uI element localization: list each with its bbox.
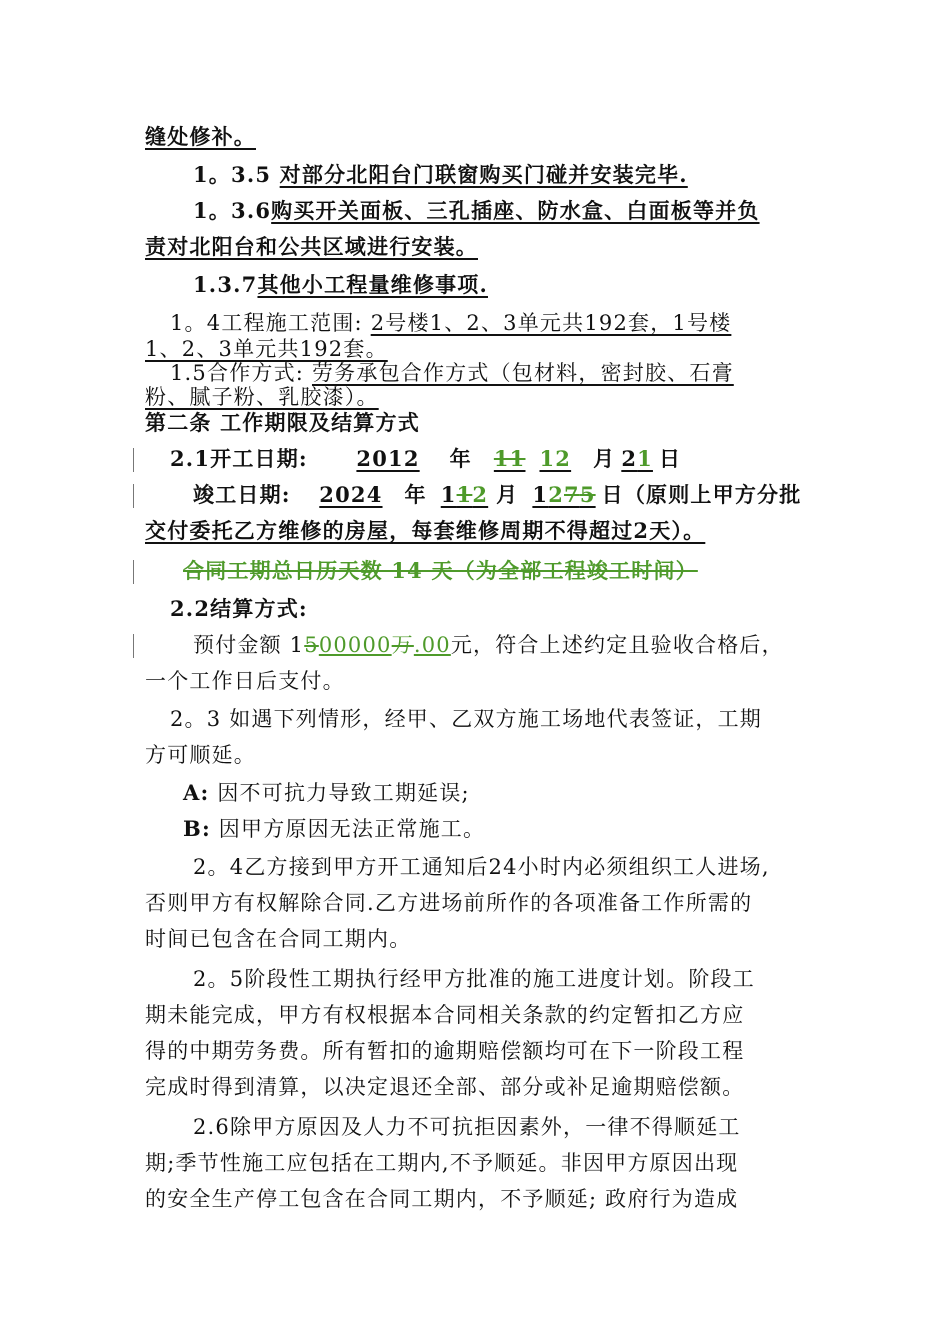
deleted-duration-line	[183, 556, 698, 586]
inserted-text: 2	[472, 482, 489, 507]
text: 2。3 如遇下列情形，经甲、乙双方施工场地代表签证，工期	[170, 707, 762, 731]
clause-text: 其他小工程量维修事项.	[257, 272, 488, 297]
clause-label: 1。4工程施工范围:	[170, 311, 363, 335]
doc-line	[145, 924, 411, 954]
text: 缝处修补。	[145, 124, 256, 149]
clause-label: 2.2结算方式:	[170, 596, 308, 621]
text: 完成时得到清算，以决定退还全部、部分或补足逾期赔偿额。	[145, 1075, 745, 1099]
text: 2。4乙方接到甲方开工通知后24小时内必须组织工人进场,	[193, 855, 770, 879]
inserted-text: 1	[637, 446, 653, 471]
text: 元，符合上述约定且验收合格后，	[450, 633, 784, 657]
inserted-text: 2	[548, 482, 564, 507]
clause-1-3-6	[193, 196, 760, 226]
clause-number: 1。3.6	[193, 198, 272, 223]
end-month: 112	[440, 482, 489, 507]
text: 否则甲方有权解除合同.乙方进场前所作的各项准备工作所需的	[145, 891, 753, 915]
text: 交付委托乙方维修的房屋，每套维修周期不得超过2天）。	[145, 518, 706, 543]
doc-line	[145, 740, 256, 770]
end-day: 1275	[532, 482, 596, 507]
clause-2-5	[193, 964, 755, 994]
item-label: A:	[183, 780, 210, 805]
end-date-line	[193, 480, 801, 510]
start-month	[472, 446, 593, 471]
clause-number: 1。3.5	[193, 162, 272, 187]
unit: 月	[593, 446, 616, 471]
start-day: 21	[621, 446, 653, 471]
end-year: 2024	[319, 482, 383, 507]
clause-number: 1.3.7	[193, 272, 258, 297]
field-label: 2.1开工日期:	[170, 446, 308, 471]
clause-text: 劳务承包合作方式（包材料，密封胶、石膏	[311, 361, 734, 385]
revision-bar	[133, 634, 134, 658]
revision-bar	[133, 560, 134, 584]
text: 2.6除甲方原因及人力不可抗拒因素外，一律不得顺延工	[193, 1115, 741, 1139]
deleted-text: 5	[579, 482, 596, 507]
clause-2-4	[193, 852, 770, 882]
clause-label: 1.5合作方式:	[170, 361, 305, 385]
clause-1-3-5	[193, 160, 688, 190]
text: 的安全生产停工包含在合同工期内，不予顺延; 政府行为造成	[145, 1187, 739, 1211]
deleted-text: 11	[493, 446, 526, 471]
doc-line	[145, 232, 478, 262]
doc-line	[145, 1036, 744, 1066]
field-label: 竣工日期:	[193, 482, 291, 507]
item-text: 因不可抗力导致工期延误;	[217, 781, 470, 805]
item-b	[183, 814, 485, 844]
inserted-text: .00	[413, 633, 451, 657]
deleted-text: 万	[391, 633, 414, 657]
section-heading	[145, 408, 420, 438]
inserted-text: 12	[539, 446, 572, 471]
doc-line	[145, 1000, 744, 1030]
doc-line	[145, 1148, 738, 1178]
text: 期;季节性施工应包括在工期内,不予顺延。非因甲方原因出现	[145, 1151, 739, 1175]
doc-line	[145, 1184, 738, 1214]
text: 1、2、3单元共192套。	[145, 337, 388, 361]
doc-line	[145, 122, 256, 152]
doc-line	[145, 1072, 744, 1102]
prepayment-line	[193, 630, 784, 660]
heading-text: 第二条 工作期限及结算方式	[145, 410, 420, 435]
clause-text: 购买开关面板、三孔插座、防水盒、白面板等并负	[271, 198, 760, 223]
text: 得的中期劳务费。所有暂扣的逾期赔偿额均可在下一阶段工程	[145, 1039, 745, 1063]
unit: 年	[449, 446, 472, 471]
unit: 年	[404, 482, 427, 507]
clause-text: 对部分北阳台门联窗购买门碰并安装完毕.	[279, 162, 688, 187]
clause-2-2	[170, 594, 308, 624]
doc-line	[145, 888, 752, 918]
doc-line	[145, 516, 705, 546]
clause-2-3	[170, 704, 762, 734]
revision-bar	[133, 484, 134, 508]
deleted-text: 7	[564, 482, 580, 507]
text: 责对北阳台和公共区域进行安装。	[145, 234, 478, 259]
item-label: B:	[183, 816, 211, 841]
clause-text: 2号楼1、2、3单元共192套，1号楼	[370, 311, 732, 335]
unit: 月	[496, 482, 519, 507]
text: 2。5阶段性工期执行经甲方批准的施工进度计划。阶段工	[193, 967, 755, 991]
text: 期未能完成，甲方有权根据本合同相关条款的约定暂扣乙方应	[145, 1003, 745, 1027]
text: 粉、腻子粉、乳胶漆）。	[145, 385, 379, 409]
start-year: 2012	[356, 446, 420, 471]
unit: 日	[658, 446, 682, 471]
revision-bar	[133, 448, 134, 472]
text: 时间已包含在合同工期内。	[145, 927, 412, 951]
text: 方可顺延。	[145, 743, 256, 767]
doc-line	[145, 666, 345, 696]
inserted-text: 00000	[318, 633, 392, 657]
deleted-text: 合同工期总日历天数 14 天（为全部工程竣工时间）	[183, 558, 698, 583]
item-a	[183, 778, 470, 808]
item-text: 因甲方原因无法正常施工。	[218, 817, 486, 841]
deleted-text: 5	[304, 633, 319, 657]
text: 日（原则上甲方分批	[601, 482, 802, 507]
clause-2-6	[193, 1112, 741, 1142]
text: 一个工作日后支付。	[145, 669, 345, 693]
clause-1-3-7	[193, 270, 488, 300]
deleted-text: 1	[456, 482, 473, 507]
text: 预付金额 1	[193, 633, 305, 657]
start-date-line	[170, 444, 681, 474]
